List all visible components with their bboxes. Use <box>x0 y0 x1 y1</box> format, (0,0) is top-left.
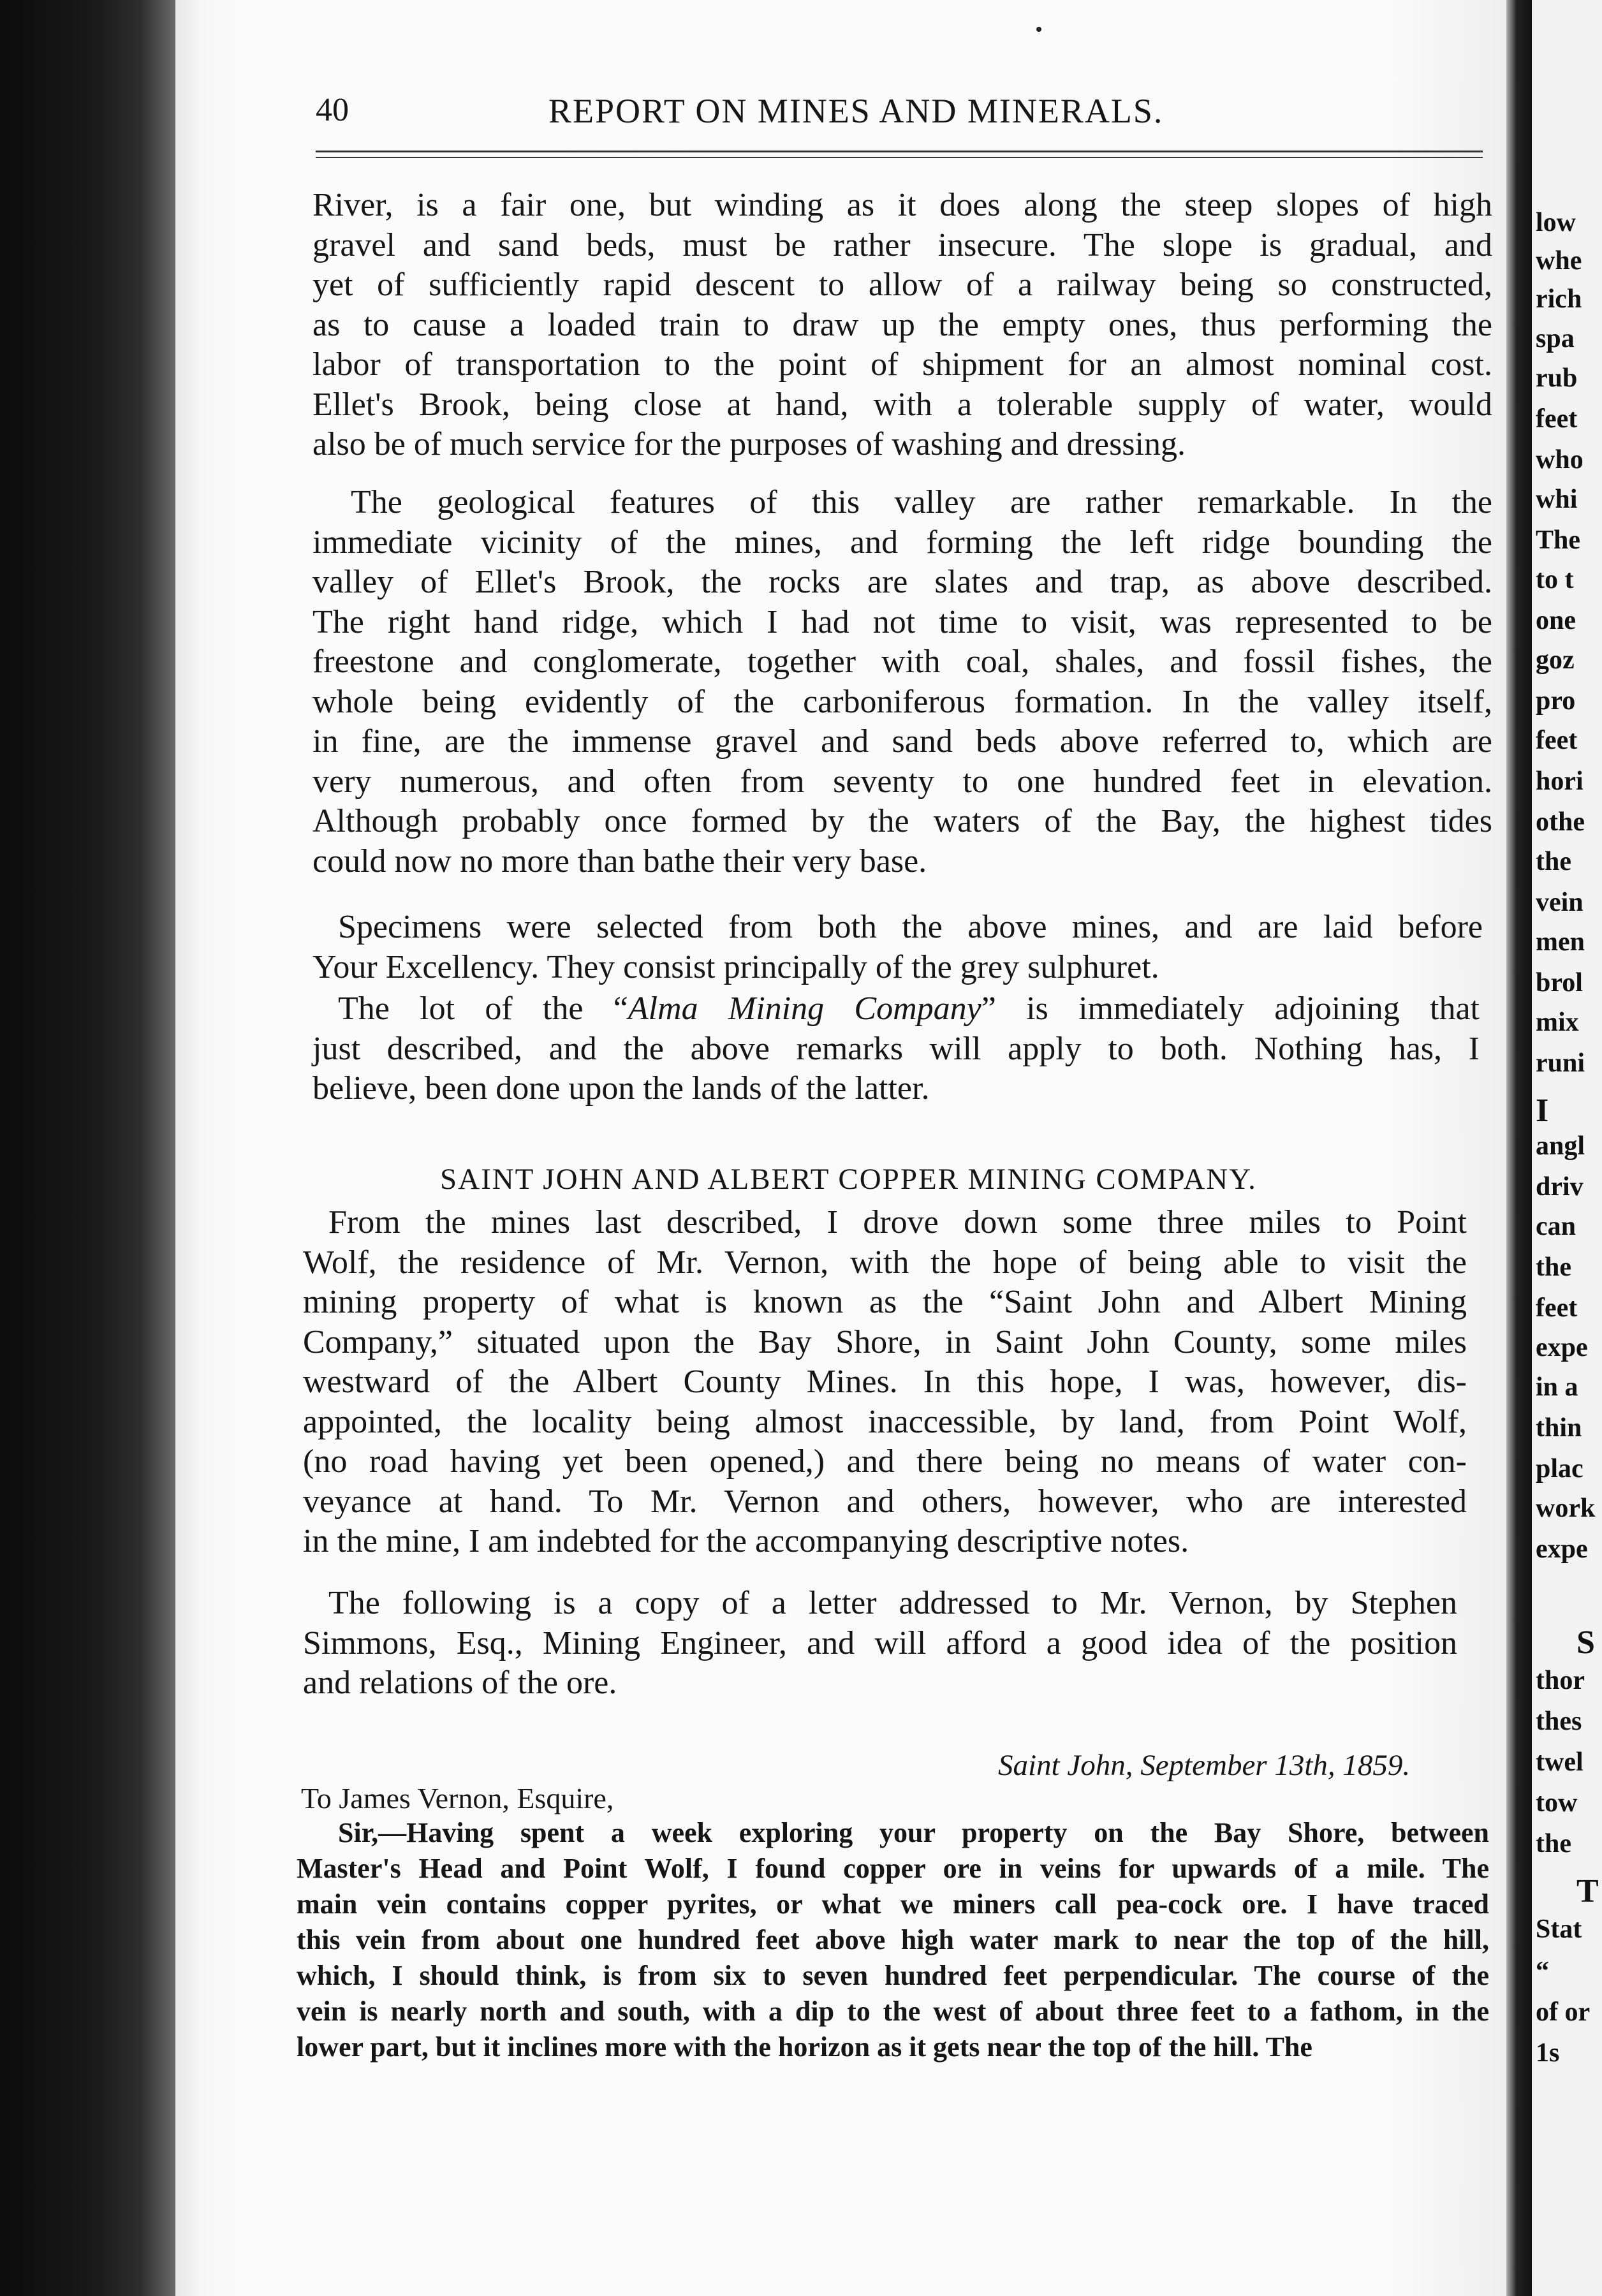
header-rule-bottom <box>316 157 1483 158</box>
letter-dateline: Saint John, September 13th, 1859. <box>998 1749 1411 1782</box>
next-page-text: pro <box>1536 686 1576 716</box>
next-page-text: I <box>1536 1093 1549 1129</box>
next-page-text: rich <box>1536 284 1582 314</box>
next-page-text: low <box>1536 208 1576 237</box>
paragraph1-line: Ellet's Brook, being close at hand, with a tolerable supply of water, would <box>312 386 1492 423</box>
paragraph3-line: Specimens were selected from both the above mines, and are laid before <box>338 909 1483 945</box>
paragraph2-line: could now no more than bathe their very base. <box>312 843 927 879</box>
next-page-text: plac <box>1536 1454 1584 1483</box>
paragraph2-line: very numerous, and often from seventy to one hundred feet in elevation. <box>312 763 1492 800</box>
paragraph5-line: in the mine, I am indebted for the accompanying descriptive notes. <box>303 1523 1189 1559</box>
next-page-text: whe <box>1536 246 1582 276</box>
paragraph1-line: also be of much service for the purposes of washing and dressing. <box>312 426 1186 462</box>
next-page-text: work <box>1536 1494 1596 1523</box>
next-page-text: rub <box>1536 364 1578 393</box>
paragraph2-line: freestone and conglomerate, together with coal, shales, and fossil fishes, the <box>312 644 1492 680</box>
paragraph1-line: yet of sufficiently rapid descent to allow of a railway being so constructed, <box>312 267 1492 303</box>
paragraph3-line: Your Excellency. They consist principally of the grey sulphuret. <box>312 948 1159 985</box>
next-page-text: driv <box>1536 1172 1584 1202</box>
next-page-text: to t <box>1536 565 1574 594</box>
next-page-text: thes <box>1536 1707 1582 1736</box>
paragraph1-line: labor of transportation to the point of shipment for an almost nominal cost. <box>312 346 1492 383</box>
paragraph2-line: in fine, are the immense gravel and sand beds above referred to, which are <box>312 723 1492 760</box>
paragraph2-line: whole being evidently of the carboniferous formation. In the valley itself, <box>312 683 1492 720</box>
next-page-text: Stat <box>1536 1915 1582 1944</box>
next-page-text: can <box>1536 1212 1576 1241</box>
next-page-text: hori <box>1536 767 1584 796</box>
letter-line: lower part, but it inclines more with the horizon as it gets near the top of the hill. The <box>297 2031 1312 2063</box>
paragraph6-line: Simmons, Esq., Mining Engineer, and will afford a good idea of the position <box>303 1624 1457 1661</box>
running-head: REPORT ON MINES AND MINERALS. <box>548 92 1164 130</box>
next-page-text: spa <box>1536 324 1575 353</box>
next-page-text: angl <box>1536 1131 1585 1161</box>
next-page-text: thin <box>1536 1413 1582 1443</box>
paragraph4-line: believe, been done upon the lands of the latter. <box>312 1070 930 1107</box>
paragraph4-line: The lot of the “Alma Mining Company” is immediately adjoining that <box>338 990 1480 1027</box>
next-page-text: feet <box>1536 726 1578 755</box>
next-page-text: who <box>1536 445 1584 475</box>
next-page-text: vein <box>1536 888 1584 917</box>
paragraph2-line: valley of Ellet's Brook, the rocks are slates and trap, as above described. <box>312 564 1492 600</box>
next-page-text: one <box>1536 606 1576 635</box>
letter-line: vein is nearly north and south, with a dip to the west of about three feet to a fathom, in the <box>297 1996 1489 2027</box>
ink-speck <box>1036 27 1041 32</box>
paragraph6-line: and relations of the ore. <box>303 1665 617 1701</box>
paragraph4-line: just described, and the above remarks will apply to both. Nothing has, I <box>312 1030 1480 1067</box>
paragraph6-line: The following is a copy of a letter addressed to Mr. Vernon, by Stephen <box>328 1585 1457 1621</box>
next-page-text: of or <box>1536 1998 1591 2027</box>
page-header <box>316 91 1483 136</box>
letter-line: Master's Head and Point Wolf, I found copper ore in veins for upwards of a mile. The <box>297 1853 1489 1884</box>
next-page-text: feet <box>1536 1293 1578 1323</box>
paragraph1-line: gravel and sand beds, must be rather insecure. The slope is gradual, and <box>312 226 1492 263</box>
paragraph5-line: (no road having yet been opened,) and there being no means of water con- <box>303 1443 1467 1480</box>
next-page-text: the <box>1536 1253 1571 1282</box>
next-page-text: the <box>1536 847 1571 876</box>
section-heading: SAINT JOHN AND ALBERT COPPER MINING COMPANY. <box>440 1163 1257 1196</box>
next-page-text: expe <box>1536 1534 1588 1564</box>
next-page-text: mix <box>1536 1008 1579 1037</box>
paragraph2-line: The right hand ridge, which I had not time to visit, was represented to be <box>312 603 1492 640</box>
paragraph2-line: immediate vicinity of the mines, and forming the left ridge bounding the <box>312 524 1492 561</box>
next-page-text: “ <box>1536 1957 1549 1986</box>
next-page-text: men <box>1536 927 1585 957</box>
next-page-text: tow <box>1536 1788 1578 1818</box>
next-page-text: T <box>1576 1873 1599 1910</box>
book-spine-shadow <box>0 0 175 2296</box>
next-page-text: goz <box>1536 645 1575 675</box>
next-page-text: thor <box>1536 1666 1585 1695</box>
next-page-text: twel <box>1536 1748 1584 1777</box>
letter-line: Sir,—Having spent a week exploring your property on the Bay Shore, between <box>338 1817 1489 1848</box>
paragraph2-line: Although probably once formed by the waters of the Bay, the highest tides <box>312 803 1492 839</box>
letter-salutation: To James Vernon, Esquire, <box>301 1782 614 1814</box>
paragraph5-line: westward of the Albert County Mines. In this hope, I was, however, dis- <box>303 1364 1467 1400</box>
next-page-text: S <box>1576 1624 1595 1661</box>
letter-line: which, I should think, is from six to seven hundred feet perpendicular. The course of the <box>297 1960 1489 1991</box>
next-page-text: othe <box>1536 807 1585 837</box>
letter-line: this vein from about one hundred feet above high water mark to near the top of the hill, <box>297 1924 1489 1955</box>
paragraph5-line: veyance at hand. To Mr. Vernon and others, however, who are interested <box>303 1483 1467 1520</box>
next-page-text: whi <box>1536 485 1578 514</box>
next-page-text: 1s <box>1536 2038 1560 2068</box>
page-number: 40 <box>316 92 349 128</box>
paragraph1-line: as to cause a loaded train to draw up the empty ones, thus performing the <box>312 306 1492 343</box>
next-page-text: runi <box>1536 1049 1585 1078</box>
header-rule-top <box>316 151 1483 152</box>
next-page-text: expe <box>1536 1333 1588 1362</box>
paragraph5-line: Company,” situated upon the Bay Shore, in Saint John County, some miles <box>303 1323 1467 1360</box>
next-page-text: the <box>1536 1829 1571 1858</box>
paragraph5-line: mining property of what is known as the “Saint John and Albert Mining <box>303 1284 1467 1320</box>
next-page-text: in a <box>1536 1372 1578 1402</box>
paragraph2-line: The geological features of this valley are rather remarkable. In the <box>351 484 1492 520</box>
paragraph1-line: River, is a fair one, but winding as it does along the steep slopes of high <box>312 187 1492 223</box>
next-page-text: feet <box>1536 404 1578 434</box>
letter-line: main vein contains copper pyrites, or what we miners call pea-cock ore. I have traced <box>297 1888 1489 1920</box>
paragraph5-line: Wolf, the residence of Mr. Vernon, with the hope of being able to visit the <box>303 1244 1467 1281</box>
page-gutter-shadow <box>1506 0 1532 2296</box>
paragraph5-line: From the mines last described, I drove down some three miles to Point <box>328 1204 1467 1240</box>
next-page-text: brol <box>1536 968 1583 997</box>
next-page-text: The <box>1536 526 1581 555</box>
next-page-fragment <box>1532 0 1602 2296</box>
paragraph5-line: appointed, the locality being almost inaccessible, by land, from Point Wolf, <box>303 1403 1467 1440</box>
